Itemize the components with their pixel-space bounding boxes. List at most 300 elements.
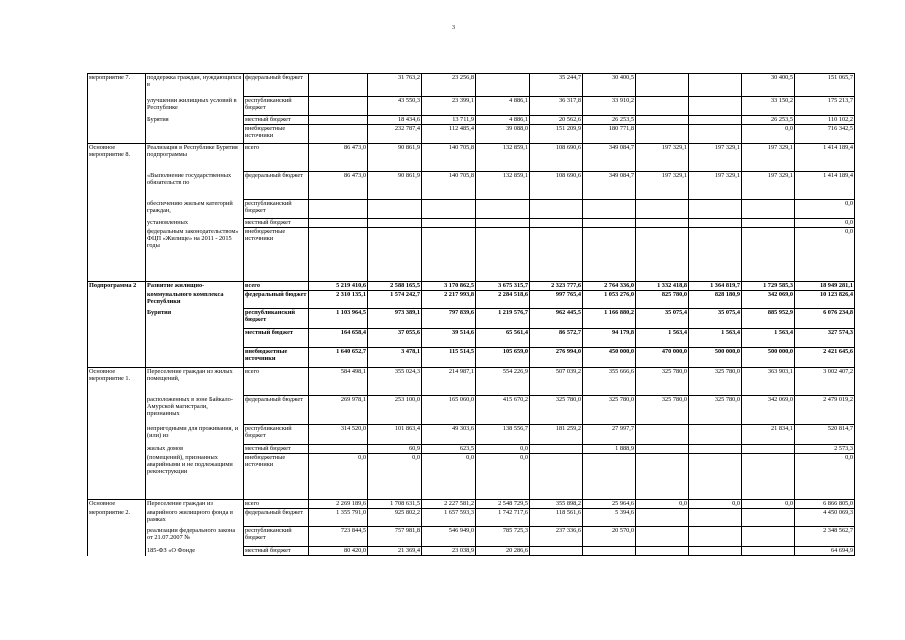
description-cell: непригодными для проживания, и (или) из (146, 425, 244, 445)
amount-cell: 363 903,1 (742, 368, 795, 396)
amount-cell: 5 219 410,6 (309, 282, 368, 291)
amount-cell: 0,0 (368, 454, 422, 500)
amount-cell: 520 814,7 (795, 425, 855, 445)
amount-cell: 118 561,6 (530, 509, 583, 527)
amount-cell (689, 425, 742, 445)
table-row (88, 329, 855, 348)
amount-cell: 2 588 165,5 (368, 282, 422, 291)
amount-cell: 1 708 631,5 (368, 500, 422, 509)
amount-cell (742, 200, 795, 219)
amount-cell: 86 473,0 (309, 144, 368, 172)
amount-cell: 500 000,0 (689, 348, 742, 368)
funding-source-cell: республиканский бюджет (244, 200, 309, 219)
amount-cell (689, 219, 742, 228)
amount-cell: 342 069,0 (742, 396, 795, 425)
amount-cell (476, 219, 530, 228)
amount-cell: 23 038,9 (422, 547, 476, 556)
amount-cell (368, 200, 422, 219)
amount-cell (530, 547, 583, 556)
measure-cell (88, 97, 146, 116)
amount-cell: 349 084,7 (583, 172, 636, 200)
amount-cell: 43 550,3 (368, 97, 422, 116)
amount-cell: 0,0 (422, 454, 476, 500)
description-cell (146, 329, 244, 348)
measure-cell (88, 547, 146, 556)
measure-cell (88, 348, 146, 368)
table-row (88, 116, 855, 125)
amount-cell: 86 572,7 (530, 329, 583, 348)
amount-cell (309, 219, 368, 228)
amount-cell (368, 228, 422, 282)
amount-cell: 2 548 729,5 (476, 500, 530, 509)
funding-source-cell: внебюджетные источники (244, 125, 309, 144)
description-cell: жилых домов (146, 445, 244, 454)
amount-cell (583, 219, 636, 228)
description-cell: Переселение граждан из (146, 500, 244, 509)
amount-cell: 26 253,5 (742, 116, 795, 125)
table-row (88, 527, 855, 547)
amount-cell: 21 369,4 (368, 547, 422, 556)
amount-cell: 355 666,6 (583, 368, 636, 396)
description-cell: Реализация в Республике Бурятия подпрограммы (146, 144, 244, 172)
amount-cell: 1 640 652,7 (309, 348, 368, 368)
amount-cell: 175 213,7 (795, 97, 855, 116)
amount-cell: 26 253,5 (583, 116, 636, 125)
amount-cell: 140 705,8 (422, 144, 476, 172)
amount-cell: 80 420,0 (309, 547, 368, 556)
amount-cell (742, 547, 795, 556)
funding-source-cell: местный бюджет (244, 547, 309, 556)
amount-cell (530, 200, 583, 219)
amount-cell (689, 125, 742, 144)
table-row (88, 97, 855, 116)
amount-cell: 1 574 242,7 (368, 291, 422, 309)
amount-cell (530, 219, 583, 228)
measure-cell (88, 200, 146, 219)
table-row (88, 291, 855, 309)
amount-cell (742, 228, 795, 282)
amount-cell (309, 125, 368, 144)
amount-cell (309, 445, 368, 454)
amount-cell: 138 556,7 (476, 425, 530, 445)
table-row (88, 172, 855, 200)
amount-cell (422, 200, 476, 219)
amount-cell: 797 839,6 (422, 309, 476, 329)
funding-source-cell: республиканский бюджет (244, 309, 309, 329)
description-cell: аварийного жилищного фонда в рамках (146, 509, 244, 527)
funding-source-cell: федеральный бюджет (244, 396, 309, 425)
amount-cell: 314 520,0 (309, 425, 368, 445)
amount-cell: 20 562,6 (530, 116, 583, 125)
amount-cell: 828 180,9 (689, 291, 742, 309)
amount-cell: 1 657 593,3 (422, 509, 476, 527)
measure-cell (88, 445, 146, 454)
amount-cell: 1 355 791,0 (309, 509, 368, 527)
amount-cell: 140 705,8 (422, 172, 476, 200)
amount-cell: 86 473,0 (309, 172, 368, 200)
amount-cell (530, 454, 583, 500)
table-row (88, 547, 855, 556)
amount-cell: 0,0 (309, 454, 368, 500)
table-row (88, 396, 855, 425)
amount-cell: 325 780,0 (530, 396, 583, 425)
amount-cell: 1 166 880,2 (583, 309, 636, 329)
table-row (88, 368, 855, 396)
amount-cell (689, 454, 742, 500)
description-cell: (помещений), признанных аварийными и не подлежащими реконструкции (146, 454, 244, 500)
amount-cell: 2 348 562,7 (795, 527, 855, 547)
amount-cell: 20 286,6 (476, 547, 530, 556)
amount-cell: 101 863,4 (368, 425, 422, 445)
amount-cell (636, 97, 689, 116)
amount-cell (689, 228, 742, 282)
description-cell: коммунального комплекса Республики (146, 291, 244, 309)
funding-source-cell: местный бюджет (244, 116, 309, 125)
amount-cell: 197 329,1 (742, 144, 795, 172)
measure-cell (88, 125, 146, 144)
measure-cell (88, 172, 146, 200)
funding-source-cell: местный бюджет (244, 219, 309, 228)
amount-cell (583, 200, 636, 219)
amount-cell (422, 228, 476, 282)
amount-cell (476, 228, 530, 282)
amount-cell (309, 116, 368, 125)
amount-cell: 1 563,4 (742, 329, 795, 348)
description-cell: федеральным законодательством» ФЦП «Жилище» на 2011 - 2015 годы (146, 228, 244, 282)
amount-cell: 623,5 (422, 445, 476, 454)
amount-cell: 132 859,1 (476, 172, 530, 200)
amount-cell: 30 400,5 (583, 74, 636, 97)
description-cell: «Выполнение государственных обязательств по (146, 172, 244, 200)
amount-cell (636, 547, 689, 556)
funding-source-cell: федеральный бюджет (244, 74, 309, 97)
amount-cell: 197 329,1 (689, 144, 742, 172)
amount-cell: 64 694,9 (795, 547, 855, 556)
amount-cell: 23 399,1 (422, 97, 476, 116)
amount-cell: 33 150,2 (742, 97, 795, 116)
table-row (88, 309, 855, 329)
measure-cell (88, 527, 146, 547)
amount-cell: 197 329,1 (636, 144, 689, 172)
amount-cell (636, 116, 689, 125)
amount-cell: 25 964,6 (583, 500, 636, 509)
table-row (88, 500, 855, 509)
amount-cell (689, 509, 742, 527)
amount-cell: 23 256,8 (422, 74, 476, 97)
amount-cell: 2 323 777,6 (530, 282, 583, 291)
amount-cell: 355 024,3 (368, 368, 422, 396)
amount-cell (689, 445, 742, 454)
table-row (88, 509, 855, 527)
amount-cell: 2 764 336,0 (583, 282, 636, 291)
amount-cell: 197 329,1 (636, 172, 689, 200)
amount-cell: 3 002 407,2 (795, 368, 855, 396)
amount-cell: 1 219 576,7 (476, 309, 530, 329)
amount-cell: 0,0 (476, 454, 530, 500)
amount-cell: 546 949,0 (422, 527, 476, 547)
budget-table (87, 73, 855, 556)
amount-cell: 39 514,6 (422, 329, 476, 348)
amount-cell: 269 978,1 (309, 396, 368, 425)
measure-cell (88, 309, 146, 329)
amount-cell: 997 765,4 (530, 291, 583, 309)
amount-cell: 325 780,0 (689, 396, 742, 425)
amount-cell: 0,0 (742, 500, 795, 509)
description-cell: Переселение граждан из жилых помещений, (146, 368, 244, 396)
amount-cell (309, 97, 368, 116)
measure-cell: Подпрограмма 2 (88, 282, 146, 291)
amount-cell: 1 729 585,3 (742, 282, 795, 291)
amount-cell: 4 886,1 (476, 116, 530, 125)
amount-cell (636, 425, 689, 445)
amount-cell: 507 039,2 (530, 368, 583, 396)
amount-cell (636, 125, 689, 144)
amount-cell: 1 364 819,7 (689, 282, 742, 291)
table-row (88, 74, 855, 97)
amount-cell: 325 780,0 (636, 396, 689, 425)
amount-cell: 35 075,4 (636, 309, 689, 329)
amount-cell: 6 076 234,8 (795, 309, 855, 329)
amount-cell (689, 116, 742, 125)
amount-cell: 2 310 135,1 (309, 291, 368, 309)
amount-cell: 962 445,5 (530, 309, 583, 329)
amount-cell: 5 394,6 (583, 509, 636, 527)
measure-cell: Основное мероприятие 8. (88, 144, 146, 172)
funding-source-cell: местный бюджет (244, 329, 309, 348)
amount-cell: 197 329,1 (742, 172, 795, 200)
amount-cell: 65 561,4 (476, 329, 530, 348)
funding-source-cell: внебюджетные источники (244, 454, 309, 500)
amount-cell: 4 450 069,3 (795, 509, 855, 527)
table-row (88, 282, 855, 291)
amount-cell: 214 987,1 (422, 368, 476, 396)
description-cell: установленных (146, 219, 244, 228)
amount-cell (309, 228, 368, 282)
funding-source-cell: всего (244, 500, 309, 509)
amount-cell (636, 219, 689, 228)
measure-cell (88, 228, 146, 282)
amount-cell: 164 658,4 (309, 329, 368, 348)
description-cell: обеспечению жильем категорий граждан, (146, 200, 244, 219)
amount-cell: 2 217 993,8 (422, 291, 476, 309)
amount-cell: 237 336,6 (530, 527, 583, 547)
amount-cell: 36 317,8 (530, 97, 583, 116)
funding-source-cell: внебюджетные источники (244, 348, 309, 368)
amount-cell (636, 74, 689, 97)
amount-cell: 151 209,9 (530, 125, 583, 144)
amount-cell: 21 834,1 (742, 425, 795, 445)
page-number: 3 (452, 25, 455, 31)
funding-source-cell: федеральный бюджет (244, 172, 309, 200)
amount-cell: 723 844,5 (309, 527, 368, 547)
amount-cell: 973 389,1 (368, 309, 422, 329)
amount-cell: 31 763,2 (368, 74, 422, 97)
description-cell: Развитие жилищно- (146, 282, 244, 291)
amount-cell (476, 74, 530, 97)
amount-cell: 716 342,5 (795, 125, 855, 144)
amount-cell: 49 303,6 (422, 425, 476, 445)
funding-source-cell: всего (244, 368, 309, 396)
amount-cell (583, 547, 636, 556)
description-cell: Бурятия (146, 116, 244, 125)
amount-cell (689, 74, 742, 97)
amount-cell: 1 563,4 (636, 329, 689, 348)
amount-cell: 2 421 645,6 (795, 348, 855, 368)
amount-cell: 108 690,6 (530, 172, 583, 200)
table-row (88, 348, 855, 368)
measure-cell (88, 291, 146, 309)
measure-cell (88, 454, 146, 500)
amount-cell: 327 574,3 (795, 329, 855, 348)
measure-cell (88, 219, 146, 228)
amount-cell (636, 527, 689, 547)
measure-cell: мероприятие 2. (88, 509, 146, 527)
amount-cell: 470 000,0 (636, 348, 689, 368)
description-cell: улучшении жилищных условий в Республике (146, 97, 244, 116)
amount-cell: 181 259,2 (530, 425, 583, 445)
amount-cell: 0,0 (795, 228, 855, 282)
amount-cell (636, 228, 689, 282)
amount-cell: 0,0 (636, 500, 689, 509)
amount-cell: 0,0 (689, 500, 742, 509)
amount-cell: 39 088,0 (476, 125, 530, 144)
amount-cell (583, 454, 636, 500)
amount-cell: 197 329,1 (689, 172, 742, 200)
amount-cell: 0,0 (742, 125, 795, 144)
description-cell: Бурятия (146, 309, 244, 329)
description-cell (146, 125, 244, 144)
amount-cell (309, 74, 368, 97)
amount-cell: 450 000,0 (583, 348, 636, 368)
description-cell: 185-ФЗ «О Фонде (146, 547, 244, 556)
amount-cell: 132 859,1 (476, 144, 530, 172)
amount-cell: 1 053 276,0 (583, 291, 636, 309)
amount-cell: 90 861,9 (368, 172, 422, 200)
funding-source-cell: всего (244, 144, 309, 172)
amount-cell: 1 103 964,5 (309, 309, 368, 329)
funding-source-cell: республиканский бюджет (244, 97, 309, 116)
table-row (88, 228, 855, 282)
amount-cell: 2 227 581,2 (422, 500, 476, 509)
amount-cell: 325 780,0 (689, 368, 742, 396)
measure-cell (88, 329, 146, 348)
amount-cell: 2 479 019,2 (795, 396, 855, 425)
amount-cell: 33 910,2 (583, 97, 636, 116)
funding-source-cell: федеральный бюджет (244, 291, 309, 309)
amount-cell (742, 445, 795, 454)
amount-cell: 415 670,2 (476, 396, 530, 425)
amount-cell: 165 060,0 (422, 396, 476, 425)
amount-cell (636, 200, 689, 219)
amount-cell: 0,0 (795, 219, 855, 228)
amount-cell (368, 219, 422, 228)
table-row (88, 125, 855, 144)
amount-cell: 276 994,0 (530, 348, 583, 368)
amount-cell: 1 888,9 (583, 445, 636, 454)
amount-cell (583, 228, 636, 282)
amount-cell: 349 084,7 (583, 144, 636, 172)
amount-cell: 180 771,8 (583, 125, 636, 144)
amount-cell (689, 527, 742, 547)
description-cell: поддержка граждан, нуждающихся в (146, 74, 244, 97)
amount-cell: 37 055,6 (368, 329, 422, 348)
description-cell: расположенных в зоне Байкало-Амурской магистрали, признанных (146, 396, 244, 425)
amount-cell: 60,9 (368, 445, 422, 454)
amount-cell: 1 414 189,4 (795, 172, 855, 200)
measure-cell: Основное (88, 500, 146, 509)
amount-cell (476, 200, 530, 219)
amount-cell: 10 123 826,4 (795, 291, 855, 309)
funding-source-cell: республиканский бюджет (244, 425, 309, 445)
amount-cell: 554 226,9 (476, 368, 530, 396)
table-row (88, 425, 855, 445)
amount-cell (530, 445, 583, 454)
amount-cell: 4 886,1 (476, 97, 530, 116)
amount-cell: 30 400,5 (742, 74, 795, 97)
amount-cell: 0,0 (476, 445, 530, 454)
amount-cell: 27 997,7 (583, 425, 636, 445)
amount-cell (636, 445, 689, 454)
amount-cell: 35 075,4 (689, 309, 742, 329)
amount-cell: 35 244,7 (530, 74, 583, 97)
amount-cell: 3 170 862,5 (422, 282, 476, 291)
amount-cell: 151 065,7 (795, 74, 855, 97)
table-row (88, 454, 855, 500)
amount-cell (689, 97, 742, 116)
amount-cell: 0,0 (795, 200, 855, 219)
amount-cell: 105 659,0 (476, 348, 530, 368)
funding-source-cell: республиканский бюджет (244, 527, 309, 547)
amount-cell (742, 454, 795, 500)
amount-cell: 6 866 805,0 (795, 500, 855, 509)
amount-cell: 500 000,0 (742, 348, 795, 368)
measure-cell: Основное мероприятие 1. (88, 368, 146, 396)
amount-cell: 1 563,4 (689, 329, 742, 348)
amount-cell (422, 219, 476, 228)
amount-cell (636, 454, 689, 500)
amount-cell: 325 780,0 (636, 368, 689, 396)
funding-source-cell: местный бюджет (244, 445, 309, 454)
amount-cell: 232 787,4 (368, 125, 422, 144)
amount-cell: 885 952,9 (742, 309, 795, 329)
amount-cell: 108 690,6 (530, 144, 583, 172)
description-cell: реализации федерального закона от 21.07.2007 № (146, 527, 244, 547)
amount-cell: 20 570,0 (583, 527, 636, 547)
measure-cell (88, 116, 146, 125)
amount-cell: 342 069,0 (742, 291, 795, 309)
amount-cell: 3 675 315,7 (476, 282, 530, 291)
amount-cell: 110 102,2 (795, 116, 855, 125)
amount-cell (742, 509, 795, 527)
amount-cell (689, 200, 742, 219)
amount-cell: 1 414 189,4 (795, 144, 855, 172)
amount-cell: 584 498,1 (309, 368, 368, 396)
amount-cell: 785 725,3 (476, 527, 530, 547)
amount-cell (742, 527, 795, 547)
description-cell (146, 348, 244, 368)
amount-cell: 2 269 189,6 (309, 500, 368, 509)
amount-cell: 253 100,0 (368, 396, 422, 425)
amount-cell (309, 200, 368, 219)
amount-cell (742, 219, 795, 228)
amount-cell: 1 332 418,8 (636, 282, 689, 291)
measure-cell (88, 425, 146, 445)
amount-cell: 90 861,9 (368, 144, 422, 172)
amount-cell: 3 478,1 (368, 348, 422, 368)
funding-source-cell: всего (244, 282, 309, 291)
amount-cell (636, 509, 689, 527)
amount-cell: 18 434,6 (368, 116, 422, 125)
